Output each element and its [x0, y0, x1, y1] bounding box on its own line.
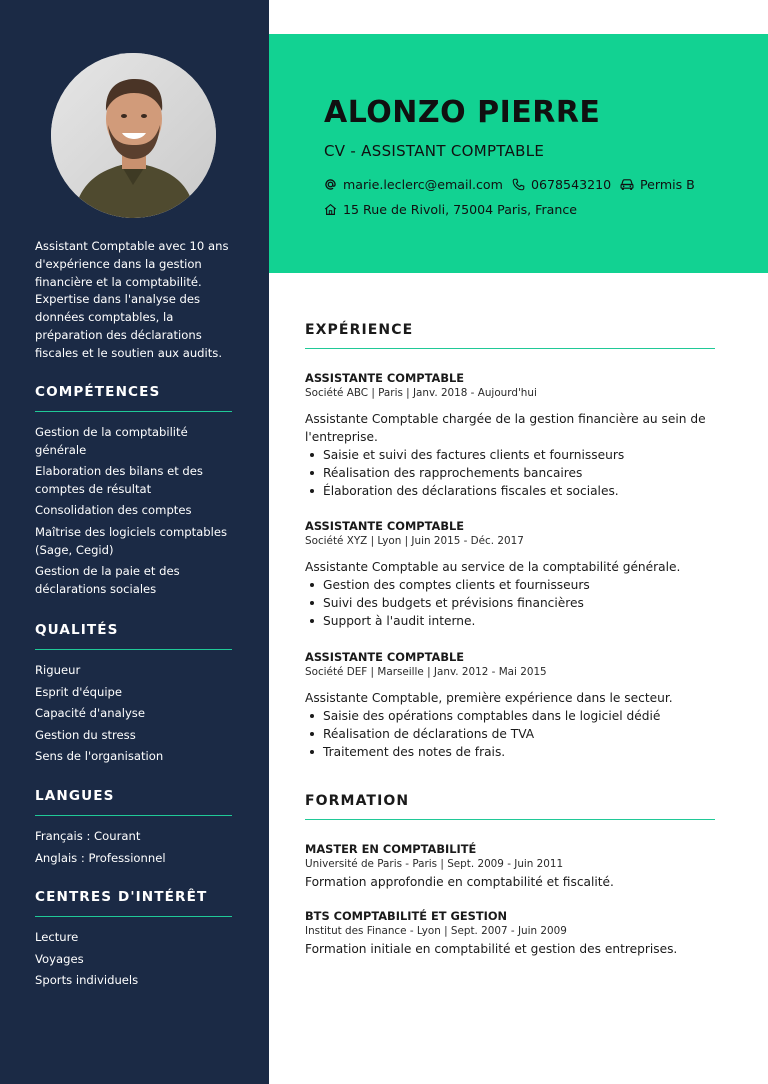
qualities-list: [35, 662, 232, 766]
languages-list: [35, 828, 232, 867]
skills-title: COMPÉTENCES: [35, 384, 161, 400]
education-entry-title: MASTER EN COMPTABILITÉ: [305, 842, 477, 856]
experience-entry: [305, 650, 725, 761]
profile-summary: Assistant Comptable avec 10 ans d'expérience dans la gestion financière et la comptabilité. Expertise dans l'analyse des données comptables, la préparation des déclarations fiscales et le soutien aux audits.: [35, 239, 229, 360]
phone-icon: [512, 178, 525, 191]
languages-title: LANGUES: [35, 788, 115, 804]
list-item: Anglais : Professionnel: [35, 850, 166, 865]
skills-section: [35, 384, 232, 602]
job-entry-meta: Société DEF | Marseille | Janv. 2012 - Mai 2015: [305, 666, 547, 678]
list-item: Lecture: [35, 930, 79, 944]
at-sign-icon: [324, 178, 337, 191]
job-title: CV - ASSISTANT COMPTABLE: [324, 142, 545, 160]
experience-entry: [305, 519, 725, 630]
list-item: Français : Courant: [35, 829, 141, 843]
license-text: Permis B: [640, 177, 695, 192]
job-entry-description: Assistante Comptable au service de la comptabilité générale.: [305, 560, 681, 574]
list-item: Réalisation de déclarations de TVA: [305, 725, 725, 743]
list-item: Voyages: [35, 951, 84, 966]
list-item: Rigueur: [35, 663, 81, 677]
interests-list: [35, 929, 232, 990]
list-item: Saisie et suivi des factures clients et fournisseurs: [305, 446, 725, 464]
car-icon: [620, 178, 634, 191]
section-divider: [305, 348, 715, 349]
education-entry-meta: Institut des Finance - Lyon | Sept. 2007 - Juin 2009: [305, 925, 567, 937]
section-divider: [35, 916, 232, 917]
job-bullets: [305, 446, 725, 500]
interests-title: CENTRES D'INTÉRÊT: [35, 889, 208, 905]
qualities-section: [35, 622, 232, 770]
list-item: Gestion de la paie et des déclarations sociales: [35, 564, 180, 596]
languages-section: [35, 788, 232, 871]
education-section: [305, 793, 715, 820]
job-entry-title: ASSISTANTE COMPTABLE: [305, 371, 465, 385]
job-bullets: [305, 576, 725, 630]
list-item: Capacité d'analyse: [35, 706, 145, 721]
education-entry-description: Formation approfondie en comptabilité et fiscalité.: [305, 875, 614, 889]
sidebar: [0, 0, 269, 1084]
section-divider: [305, 819, 715, 820]
section-divider: [35, 649, 232, 650]
phone-contact[interactable]: [512, 177, 611, 192]
job-entry-meta: Société ABC | Paris | Janv. 2018 - Aujourd'hui: [305, 387, 537, 399]
list-item: Sens de l'organisation: [35, 749, 164, 764]
section-divider: [35, 815, 232, 816]
list-item: Saisie des opérations comptables dans le logiciel dédié: [305, 707, 725, 725]
list-item: Réalisation des rapprochements bancaires: [305, 464, 725, 482]
list-item: Gestion de la comptabilité générale: [35, 425, 188, 457]
interests-section: [35, 889, 232, 994]
education-entry-meta: Université de Paris - Paris | Sept. 2009 - Juin 2011: [305, 858, 564, 870]
email-contact[interactable]: [324, 177, 503, 192]
list-item: Sports individuels: [35, 973, 139, 988]
section-divider: [35, 411, 232, 412]
job-entry-description: Assistante Comptable, première expérience dans le secteur.: [305, 691, 673, 705]
list-item: Esprit d'équipe: [35, 684, 123, 699]
list-item: Consolidation des comptes: [35, 503, 192, 518]
profile-photo: [51, 53, 216, 218]
job-bullets: [305, 707, 725, 761]
person-photo-icon: [51, 53, 216, 218]
job-entry-title: ASSISTANTE COMPTABLE: [305, 519, 465, 533]
header-banner: [269, 34, 768, 273]
job-entry-description: Assistante Comptable chargée de la gestion financière au sein de l'entreprise.: [305, 412, 706, 444]
skills-list: [35, 424, 232, 598]
list-item: Gestion des comptes clients et fournisseurs: [305, 576, 725, 594]
address-contact: [324, 202, 577, 217]
job-entry-meta: Société XYZ | Lyon | Juin 2015 - Déc. 2017: [305, 535, 524, 547]
experience-title: EXPÉRIENCE: [305, 322, 414, 338]
list-item: Suivi des budgets et prévisions financières: [305, 594, 725, 612]
education-entry-description: Formation initiale en comptabilité et gestion des entreprises.: [305, 942, 678, 956]
experience-entry: [305, 371, 725, 500]
list-item: Traitement des notes de frais.: [305, 743, 725, 761]
address-text: 15 Rue de Rivoli, 75004 Paris, France: [343, 202, 578, 217]
list-item: Elaboration des bilans et des comptes de résultat: [35, 464, 203, 496]
experience-section: [305, 322, 715, 349]
qualities-title: QUALITÉS: [35, 622, 119, 638]
list-item: Élaboration des déclarations fiscales et sociales.: [305, 482, 725, 500]
candidate-name: ALONZO PIERRE: [324, 95, 601, 130]
license-contact: [620, 177, 695, 192]
list-item: Maîtrise des logiciels comptables (Sage, Cegid): [35, 524, 228, 557]
education-entry: [305, 842, 725, 891]
phone-text: 0678543210: [531, 177, 612, 192]
education-entry: [305, 909, 725, 958]
list-item: Gestion du stress: [35, 727, 136, 742]
email-text: marie.leclerc@email.com: [343, 177, 503, 192]
education-entry-title: BTS COMPTABILITÉ ET GESTION: [305, 909, 508, 923]
list-item: Support à l'audit interne.: [305, 612, 725, 630]
education-title: FORMATION: [305, 793, 410, 809]
home-icon: [324, 203, 337, 216]
job-entry-title: ASSISTANTE COMPTABLE: [305, 650, 465, 664]
